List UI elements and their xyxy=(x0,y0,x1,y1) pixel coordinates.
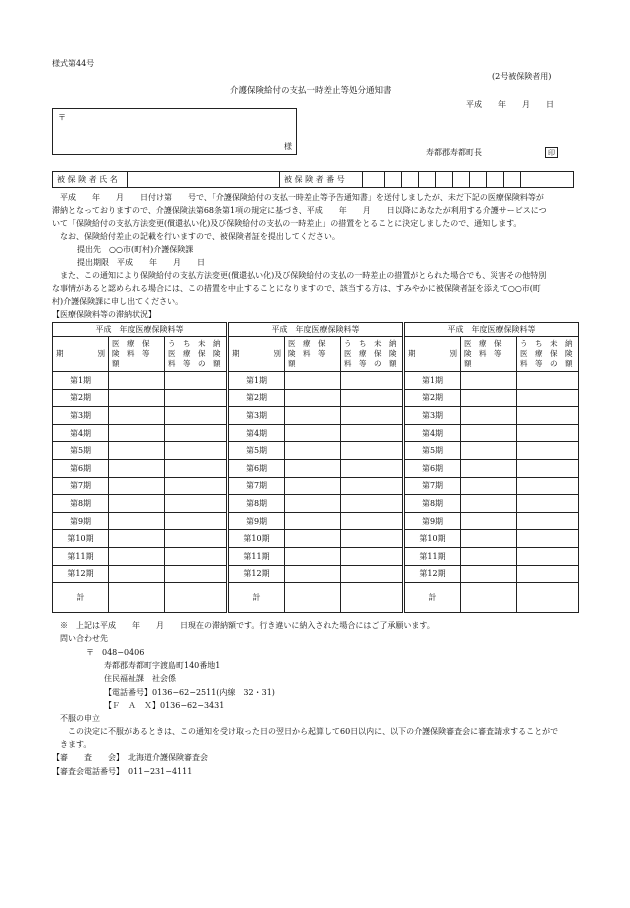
unpaid-header-line: う ち 未 納 xyxy=(168,339,221,348)
unpaid-header-line: 料 等 の 額 xyxy=(344,359,397,368)
unpaid-cell[interactable] xyxy=(165,477,227,495)
total-amount-cell[interactable] xyxy=(285,583,341,613)
amount-cell[interactable] xyxy=(109,512,165,530)
period-label: 第2期 xyxy=(229,389,285,407)
unpaid-cell[interactable] xyxy=(341,442,403,460)
contact-postal: 〒 048−0406 xyxy=(86,648,145,657)
period-label: 第8期 xyxy=(405,495,461,513)
period-label: 第1期 xyxy=(405,372,461,390)
unpaid-cell[interactable] xyxy=(165,372,227,390)
table-row xyxy=(229,372,403,390)
issue-date: 平成 年 月 日 xyxy=(466,100,554,109)
table-row xyxy=(405,459,579,477)
insured-number-label: 被 保 険 者 番 号 xyxy=(280,172,363,187)
period-header-text: 期 xyxy=(408,349,416,358)
unpaid-cell[interactable] xyxy=(165,442,227,460)
table-row xyxy=(53,565,227,583)
amount-cell[interactable] xyxy=(461,442,517,460)
table-row xyxy=(53,459,227,477)
notice-line: 平成 年 月 日付け第 号で、「介護保険給付の支払一時差止等予告通知書」を送付しましたが、未だ下記の医療保険料等が xyxy=(52,193,544,202)
insured-name-field[interactable] xyxy=(128,172,280,187)
total-unpaid-cell[interactable] xyxy=(341,583,403,613)
appeal-line: きます。 xyxy=(60,740,92,749)
arrears-note: ※ 上記は平成 年 月 日現在の滞納額です。行き違いに納入された場合にはご了承願います。 xyxy=(60,621,435,630)
unpaid-cell[interactable] xyxy=(165,459,227,477)
total-label: 計 xyxy=(53,583,109,613)
amount-header-line: 険 料 等 xyxy=(464,349,502,358)
period-label: 第6期 xyxy=(53,459,109,477)
unpaid-cell[interactable] xyxy=(517,512,579,530)
unpaid-cell[interactable] xyxy=(341,389,403,407)
appeal-heading: 不服の申立 xyxy=(60,714,100,723)
period-label: 第11期 xyxy=(405,547,461,565)
unpaid-cell[interactable] xyxy=(517,372,579,390)
table-row xyxy=(229,459,403,477)
table-row xyxy=(405,530,579,548)
appeal-line: この決定に不服があるときは、この通知を受け取った日の翌日から起算して60日以内に、以下の介護保険審査会に審査請求することがで xyxy=(60,727,559,736)
unpaid-cell[interactable] xyxy=(517,495,579,513)
period-label: 第4期 xyxy=(229,424,285,442)
total-amount-cell[interactable] xyxy=(109,583,165,613)
period-label: 第11期 xyxy=(229,547,285,565)
unpaid-cell[interactable] xyxy=(165,389,227,407)
amount-cell[interactable] xyxy=(109,424,165,442)
amount-cell[interactable] xyxy=(461,477,517,495)
amount-cell[interactable] xyxy=(285,565,341,583)
amount-header-line: 医 療 保 xyxy=(112,339,150,348)
appeal-board: 【審 査 会】 北海道介護保険審査会 xyxy=(52,753,208,762)
unpaid-cell[interactable] xyxy=(165,565,227,583)
amount-cell[interactable] xyxy=(109,477,165,495)
unpaid-header-line: 料 等 の 額 xyxy=(520,359,573,368)
amount-cell[interactable] xyxy=(109,372,165,390)
period-label: 第6期 xyxy=(405,459,461,477)
period-label: 第9期 xyxy=(229,512,285,530)
amount-cell[interactable] xyxy=(285,512,341,530)
document-title: 介護保険給付の支払一時差止等処分通知書 xyxy=(230,86,392,96)
period-header-text: 別 xyxy=(97,349,105,358)
recipient-suffix: 様 xyxy=(284,142,292,151)
table-row xyxy=(405,477,579,495)
insured-number-digit[interactable] xyxy=(402,172,419,187)
table-row xyxy=(229,530,403,548)
amount-header xyxy=(461,337,517,372)
total-unpaid-cell[interactable] xyxy=(165,583,227,613)
unpaid-cell[interactable] xyxy=(517,389,579,407)
table-row xyxy=(405,547,579,565)
amount-cell[interactable] xyxy=(109,547,165,565)
total-unpaid-cell[interactable] xyxy=(517,583,579,613)
period-label: 第5期 xyxy=(405,442,461,460)
amount-cell[interactable] xyxy=(285,389,341,407)
period-header-text: 別 xyxy=(273,349,281,358)
period-header-text: 別 xyxy=(449,349,457,358)
unpaid-cell[interactable] xyxy=(341,459,403,477)
unpaid-header xyxy=(517,337,579,372)
contact-dept: 住民福祉課 社会係 xyxy=(104,674,176,683)
insured-number-digit[interactable] xyxy=(436,172,453,187)
insured-number-digit[interactable] xyxy=(504,172,521,187)
insured-number-digit[interactable] xyxy=(487,172,504,187)
table-row xyxy=(229,477,403,495)
year-header: 平成 年度医療保険料等 xyxy=(405,323,579,337)
notice-line: なお、保険給付差止の記載を行いますので、被保険者証を提出してください。 xyxy=(52,232,340,241)
table-row xyxy=(229,495,403,513)
period-label: 第1期 xyxy=(229,372,285,390)
fee-table-3 xyxy=(404,322,579,613)
table-row xyxy=(405,424,579,442)
unpaid-cell[interactable] xyxy=(517,459,579,477)
period-label: 第10期 xyxy=(405,530,461,548)
unpaid-header-line: 料 等 の 額 xyxy=(168,359,221,368)
amount-cell[interactable] xyxy=(461,495,517,513)
unpaid-cell[interactable] xyxy=(341,530,403,548)
unpaid-header xyxy=(341,337,403,372)
table-row xyxy=(229,565,403,583)
period-label: 第9期 xyxy=(405,512,461,530)
period-label: 第4期 xyxy=(405,424,461,442)
fee-table-1 xyxy=(52,322,227,613)
period-label: 第10期 xyxy=(229,530,285,548)
amount-cell[interactable] xyxy=(461,530,517,548)
unpaid-header xyxy=(165,337,227,372)
unpaid-cell[interactable] xyxy=(341,565,403,583)
amount-cell[interactable] xyxy=(461,547,517,565)
amount-cell[interactable] xyxy=(461,459,517,477)
unpaid-cell[interactable] xyxy=(341,495,403,513)
unpaid-cell[interactable] xyxy=(517,442,579,460)
total-row xyxy=(405,583,579,613)
period-label: 第2期 xyxy=(53,389,109,407)
amount-cell[interactable] xyxy=(285,372,341,390)
unpaid-cell[interactable] xyxy=(517,477,579,495)
unpaid-cell[interactable] xyxy=(165,547,227,565)
table-row xyxy=(53,389,227,407)
table-row xyxy=(229,442,403,460)
unpaid-cell[interactable] xyxy=(165,407,227,425)
amount-cell[interactable] xyxy=(109,442,165,460)
unpaid-header-line: 医 療 保 険 xyxy=(520,349,573,358)
table-row xyxy=(405,407,579,425)
period-header-text: 期 xyxy=(56,349,64,358)
table-row xyxy=(405,442,579,460)
unpaid-cell[interactable] xyxy=(341,547,403,565)
insured-number-digit[interactable] xyxy=(521,172,573,187)
table-row xyxy=(229,389,403,407)
amount-cell[interactable] xyxy=(109,459,165,477)
period-label: 第10期 xyxy=(53,530,109,548)
amount-cell[interactable] xyxy=(109,407,165,425)
contact-address: 寿都郡寿都町字渡島町140番地1 xyxy=(104,661,221,670)
notice-line: 村)介護保険課に申し出てください。 xyxy=(52,297,184,306)
insured-number-digit[interactable] xyxy=(363,172,385,187)
notice-line: 滞納となっておりますので、介護保険法第68条第1項の規定に基づき、平成 年 月 日以降にあなたが利用する介護サービスにつ xyxy=(52,206,547,215)
notice-line: また、この通知により保険給付の支払方法変更(償還払い化)及び保険給付の支払の一時差止の措置がとられた場合でも、災害その他特別 xyxy=(52,271,547,280)
table-row xyxy=(405,372,579,390)
amount-cell[interactable] xyxy=(109,530,165,548)
period-label: 第7期 xyxy=(53,477,109,495)
period-header xyxy=(229,337,285,372)
form-number: 様式第44号 xyxy=(52,59,95,68)
period-label: 第8期 xyxy=(229,495,285,513)
unpaid-header-line: う ち 未 納 xyxy=(344,339,397,348)
period-label: 第7期 xyxy=(405,477,461,495)
table-row xyxy=(229,424,403,442)
table-row xyxy=(229,407,403,425)
sender-name: 寿都郡寿都町長 xyxy=(426,148,482,157)
recipient-address-box xyxy=(52,108,297,155)
period-label: 第2期 xyxy=(405,389,461,407)
amount-header-line: 医 療 保 xyxy=(464,339,502,348)
postal-mark: 〒 xyxy=(58,113,66,122)
submit-to: 提出先 ○○市(町村)介護保険課 xyxy=(77,245,194,254)
table-row xyxy=(53,530,227,548)
insured-number-digit[interactable] xyxy=(453,172,470,187)
amount-cell[interactable] xyxy=(109,565,165,583)
unpaid-cell[interactable] xyxy=(517,547,579,565)
period-label: 第3期 xyxy=(229,407,285,425)
amount-cell[interactable] xyxy=(285,547,341,565)
notice-line: な事情があると認められる場合には、この措置を中止することになりますので、該当する方は、すみやかに被保険者証を添えて○○市(町 xyxy=(52,284,541,293)
unpaid-cell[interactable] xyxy=(341,477,403,495)
table-row xyxy=(405,512,579,530)
total-label: 計 xyxy=(405,583,461,613)
unpaid-cell[interactable] xyxy=(165,495,227,513)
unpaid-cell[interactable] xyxy=(165,512,227,530)
unpaid-cell[interactable] xyxy=(165,530,227,548)
period-label: 第7期 xyxy=(229,477,285,495)
period-label: 第6期 xyxy=(229,459,285,477)
unpaid-cell[interactable] xyxy=(341,424,403,442)
period-label: 第9期 xyxy=(53,512,109,530)
period-label: 第12期 xyxy=(53,565,109,583)
table-row xyxy=(405,389,579,407)
amount-cell[interactable] xyxy=(285,407,341,425)
period-header xyxy=(53,337,109,372)
notice-line: いて「保険給付の支払方法変更(償還払い化)及び保険給付の支払の一時差止」の措置をとることに決定しましたので、通知します。 xyxy=(52,219,522,228)
fee-table-2 xyxy=(228,322,403,613)
period-label: 第11期 xyxy=(53,547,109,565)
table-row xyxy=(405,495,579,513)
period-label: 第12期 xyxy=(405,565,461,583)
period-label: 第1期 xyxy=(53,372,109,390)
amount-header-line: 医 療 保 xyxy=(288,339,326,348)
amount-cell[interactable] xyxy=(285,530,341,548)
amount-cell[interactable] xyxy=(109,495,165,513)
unpaid-cell[interactable] xyxy=(165,424,227,442)
total-amount-cell[interactable] xyxy=(461,583,517,613)
amount-cell[interactable] xyxy=(461,407,517,425)
amount-header-line: 額 xyxy=(464,359,472,368)
table-row xyxy=(53,424,227,442)
unpaid-cell[interactable] xyxy=(517,565,579,583)
insured-number-digit[interactable] xyxy=(385,172,402,187)
insured-category: (2号被保険者用) xyxy=(492,72,552,81)
table-row xyxy=(229,547,403,565)
period-label: 第5期 xyxy=(229,442,285,460)
table-row xyxy=(53,442,227,460)
amount-cell[interactable] xyxy=(461,565,517,583)
seal-mark: 印 xyxy=(545,147,558,158)
amount-cell[interactable] xyxy=(461,512,517,530)
amount-cell[interactable] xyxy=(461,389,517,407)
table-row xyxy=(53,547,227,565)
amount-cell[interactable] xyxy=(285,442,341,460)
amount-header xyxy=(285,337,341,372)
period-header xyxy=(405,337,461,372)
amount-cell[interactable] xyxy=(461,372,517,390)
amount-header-line: 険 料 等 xyxy=(288,349,326,358)
unpaid-header-line: 医 療 保 険 xyxy=(344,349,397,358)
amount-cell[interactable] xyxy=(109,389,165,407)
unpaid-header-line: う ち 未 納 xyxy=(520,339,573,348)
table-row xyxy=(53,495,227,513)
amount-header xyxy=(109,337,165,372)
period-label: 第5期 xyxy=(53,442,109,460)
insured-info-row xyxy=(52,171,574,188)
total-label: 計 xyxy=(229,583,285,613)
notice-body-2 xyxy=(52,269,546,308)
period-label: 第4期 xyxy=(53,424,109,442)
total-row xyxy=(53,583,227,613)
unpaid-cell[interactable] xyxy=(517,407,579,425)
amount-header-line: 額 xyxy=(288,359,296,368)
amount-cell[interactable] xyxy=(285,477,341,495)
unpaid-cell[interactable] xyxy=(341,407,403,425)
insured-number-digit[interactable] xyxy=(470,172,487,187)
amount-cell[interactable] xyxy=(285,424,341,442)
period-header-text: 期 xyxy=(232,349,240,358)
unpaid-cell[interactable] xyxy=(517,530,579,548)
amount-cell[interactable] xyxy=(285,495,341,513)
unpaid-cell[interactable] xyxy=(341,512,403,530)
appeal-board-tel: 【審査会電話番号】 011−231−4111 xyxy=(52,767,193,776)
appeal-body xyxy=(60,725,558,751)
table-row xyxy=(53,512,227,530)
table-heading: 【医療保険料等の滞納状況】 xyxy=(52,310,156,319)
notice-body xyxy=(52,191,547,243)
amount-header-line: 険 料 等 xyxy=(112,349,150,358)
table-row xyxy=(53,477,227,495)
submit-deadline: 提出期限 平成 年 月 日 xyxy=(77,258,205,267)
contact-tel: 【電話番号】0136−62−2511(内線 32・31) xyxy=(104,688,275,697)
year-header: 平成 年度医療保険料等 xyxy=(53,323,227,337)
contact-fax: 【Ｆ Ａ Ｘ】0136−62−3431 xyxy=(104,701,225,710)
table-row xyxy=(53,372,227,390)
table-row xyxy=(53,407,227,425)
period-label: 第3期 xyxy=(53,407,109,425)
period-label: 第8期 xyxy=(53,495,109,513)
unpaid-cell[interactable] xyxy=(517,424,579,442)
period-label: 第3期 xyxy=(405,407,461,425)
total-row xyxy=(229,583,403,613)
year-header: 平成 年度医療保険料等 xyxy=(229,323,403,337)
amount-header-line: 額 xyxy=(112,359,120,368)
period-label: 第12期 xyxy=(229,565,285,583)
insured-name-label: 被 保 険 者 氏 名 xyxy=(53,172,128,187)
contact-heading: 問い合わせ先 xyxy=(60,634,108,643)
insured-number-digit[interactable] xyxy=(419,172,436,187)
table-row xyxy=(229,512,403,530)
amount-cell[interactable] xyxy=(285,459,341,477)
unpaid-header-line: 医 療 保 険 xyxy=(168,349,221,358)
table-row xyxy=(405,565,579,583)
unpaid-cell[interactable] xyxy=(341,372,403,390)
amount-cell[interactable] xyxy=(461,424,517,442)
